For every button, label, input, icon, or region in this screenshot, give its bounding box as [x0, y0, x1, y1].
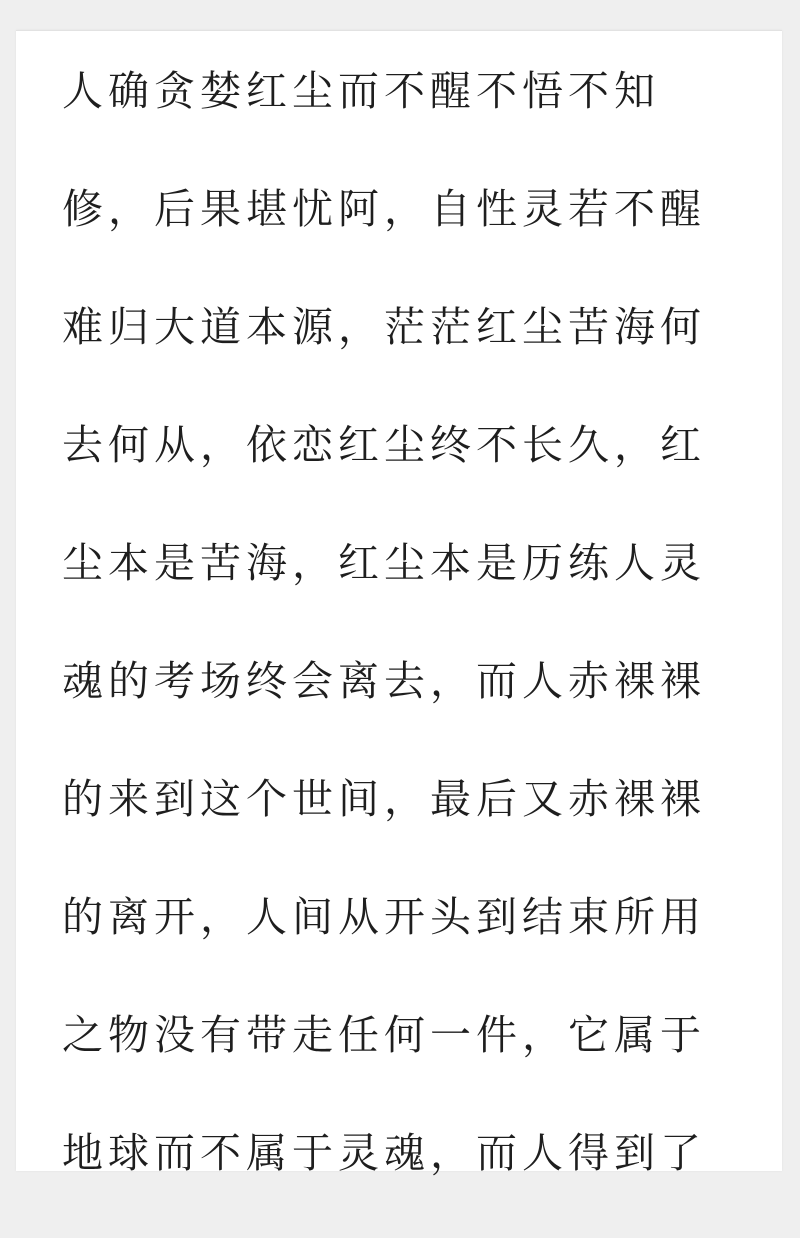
article-line: 地球而不属于灵魂，而人得到了	[62, 1129, 706, 1177]
article-line: 难归大道本源，茫茫红尘苦海何	[62, 303, 706, 351]
article-line: 的离开，人间从开头到结束所用	[62, 893, 706, 941]
article-line: 的来到这个世间，最后又赤裸裸	[62, 775, 706, 823]
article-body	[62, 58, 742, 1238]
article-line: 人确贪婪红尘而不醒不悟不知	[62, 67, 660, 115]
article-line: 之物没有带走任何一件，它属于	[62, 1011, 706, 1059]
article-line: 魂的考场终会离去，而人赤裸裸	[62, 657, 706, 705]
article-line: 修，后果堪忧阿，自性灵若不醒	[62, 185, 706, 233]
article-line: 尘本是苦海，红尘本是历练人灵	[62, 539, 706, 587]
article-line: 去何从，依恋红尘终不长久，红	[62, 421, 706, 469]
